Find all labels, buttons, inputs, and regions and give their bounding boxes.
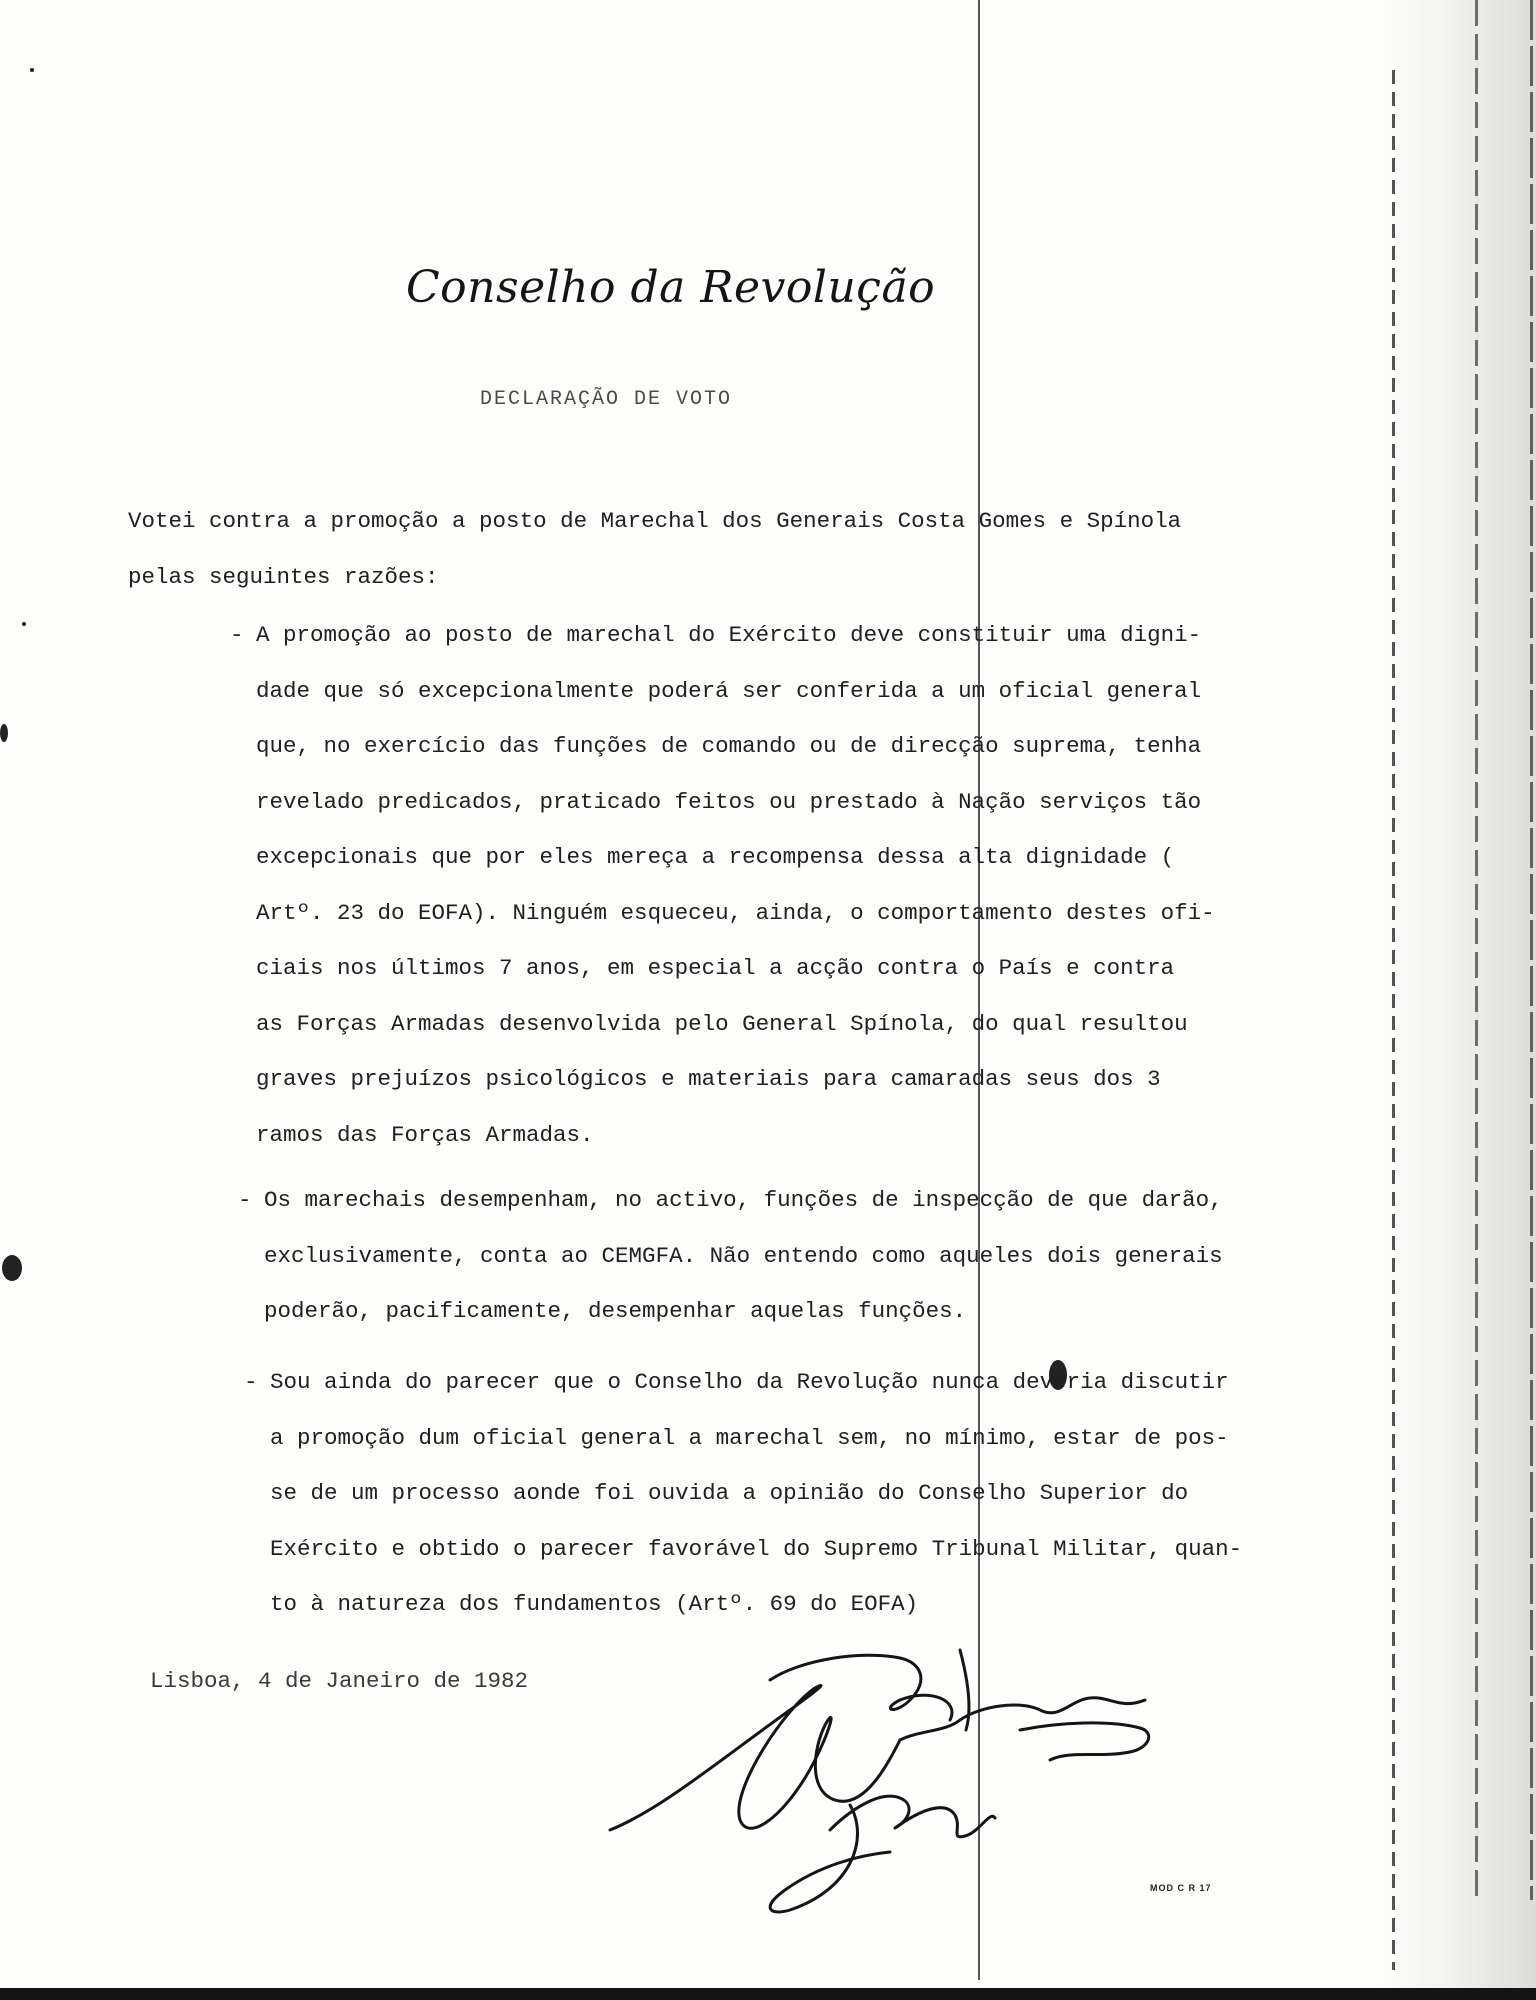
scan-speck	[2, 1255, 22, 1281]
reason-line: as Forças Armadas desenvolvida pelo General Spínola, do qual resultou	[256, 1010, 1188, 1037]
bullet-dash: -	[238, 1187, 252, 1213]
scan-speck	[30, 68, 34, 72]
reason-line: ramos das Forças Armadas.	[256, 1121, 594, 1148]
scan-edge-line	[1530, 0, 1533, 1900]
reason-line: revelado predicados, praticado feitos ou prestado à Nação serviços tão	[256, 788, 1202, 815]
reason-line: a promoção dum oficial general a marechal sem, no mínimo, estar de pos-	[270, 1424, 1229, 1451]
intro-line: Votei contra a promoção a posto de Marechal dos Generais Costa Gomes e Spínola	[128, 508, 1182, 534]
letterhead-title: Conselho da Revolução	[406, 262, 936, 313]
handwritten-signature	[600, 1640, 1180, 1930]
reason-item	[230, 608, 1366, 1163]
reason-line: se de um processo aonde foi ouvida a opinião do Conselho Superior do	[270, 1480, 1189, 1506]
reason-line: Exército e obtido o parecer favorável do Supremo Tribunal Militar, quan-	[270, 1535, 1243, 1562]
bullet-dash: -	[244, 1369, 258, 1395]
reason-line: graves prejuízos psicológicos e materiais para camaradas seus dos 3	[256, 1066, 1161, 1092]
reason-line: poderão, pacificamente, desempenhar aquelas funções.	[264, 1298, 967, 1324]
reason-line: A promoção ao posto de marechal do Exército deve constituir uma digni-	[256, 622, 1202, 648]
scan-bottom-edge	[0, 1988, 1536, 2000]
reason-line: dade que só excepcionalmente poderá ser conferida a um oficial general	[256, 677, 1202, 704]
scan-edge-shadow	[1380, 0, 1536, 2000]
scan-edge-line	[1475, 0, 1478, 1900]
form-code: MOD C R 17	[1150, 1883, 1212, 1893]
reason-line: ciais nos últimos 7 anos, em especial a acção contra o País e contra	[256, 955, 1175, 981]
reason-item	[238, 1173, 1374, 1340]
scan-speck	[22, 622, 26, 626]
document-subtitle: DECLARAÇÃO DE VOTO	[480, 388, 733, 411]
bullet-dash: -	[230, 622, 244, 648]
reason-line: Artº. 23 do EOFA). Ninguém esqueceu, ainda, o comportamento destes ofi-	[256, 899, 1215, 926]
reason-line: Sou ainda do parecer que o Conselho da Revolução nunca deveria discutir	[270, 1369, 1229, 1395]
reason-line: Os marechais desempenham, no activo, funções de inspecção de que darão,	[264, 1187, 1223, 1213]
reason-line: que, no exercício das funções de comando ou de direcção suprema, tenha	[256, 733, 1202, 759]
reason-line: excepcionais que por eles mereça a recompensa dessa alta dignidade (	[256, 844, 1175, 870]
intro-paragraph	[128, 493, 1268, 605]
scan-edge-line	[1392, 70, 1395, 1970]
reason-line: to à natureza dos fundamentos (Artº. 69 do EOFA)	[270, 1591, 919, 1617]
reason-line: exclusivamente, conta ao CEMGFA. Não entendo como aqueles dois generais	[264, 1242, 1223, 1269]
date-line: Lisboa, 4 de Janeiro de 1982	[150, 1668, 529, 1694]
reason-item	[244, 1355, 1380, 1633]
scan-speck	[0, 724, 8, 742]
intro-line: pelas seguintes razões:	[128, 564, 439, 590]
